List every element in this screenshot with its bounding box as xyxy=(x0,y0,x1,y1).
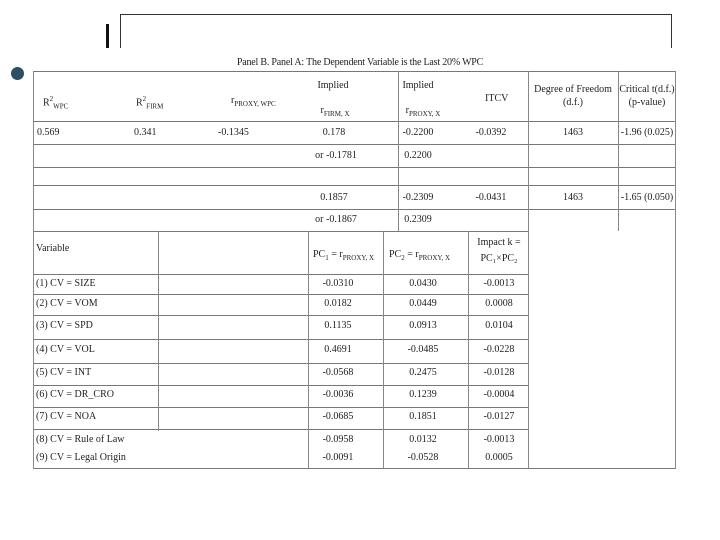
title-frame-right xyxy=(671,14,672,48)
variable-pc2: 0.1851 xyxy=(409,411,437,422)
header-implied-2-top: Implied xyxy=(402,80,434,91)
variable-pc1: 0.4691 xyxy=(324,344,352,355)
row4-critical: -1.65 (0.050) xyxy=(620,192,674,203)
row1-implied-1: 0.178 xyxy=(322,127,346,138)
variable-impact: -0.0228 xyxy=(483,344,515,355)
variable-name: (7) CV = NOA xyxy=(36,411,97,422)
row5-implied-1: or -0.1867 xyxy=(315,214,357,225)
variable-pc1: -0.0091 xyxy=(322,452,354,463)
table-caption: Panel B. Panel A: The Dependent Variable is the Last 20% WPC xyxy=(236,57,484,68)
variable-impact: -0.0127 xyxy=(483,411,515,422)
header-r-proxy: $r_{PROXY, WPC}$ xyxy=(231,95,276,108)
variable-pc1: -0.0036 xyxy=(322,389,354,400)
variable-pc1: 0.0182 xyxy=(324,298,352,309)
row1-r-proxy: -0.1345 xyxy=(218,127,249,138)
variable-pc2: 0.0913 xyxy=(409,320,437,331)
impact-header-variable: Variable xyxy=(36,243,70,254)
results-table xyxy=(33,71,676,469)
variable-impact: 0.0104 xyxy=(485,320,513,331)
row4-implied-2: -0.2309 xyxy=(402,192,434,203)
row1-implied-2: -0.2200 xyxy=(402,127,434,138)
row1-r2-firm: 0.341 xyxy=(134,127,157,138)
variable-name: (5) CV = INT xyxy=(36,367,92,378)
header-r2-firm: $R^2_{FIRM}$ xyxy=(136,95,164,111)
impact-header-pc2: $PC_2 = r_{PROXY, X}$ xyxy=(389,249,451,262)
impact-header-impact-top: Impact k = xyxy=(477,237,521,248)
header-critical-bottom: (p-value) xyxy=(628,97,666,108)
variable-impact: 0.0005 xyxy=(485,452,513,463)
variable-impact: -0.0128 xyxy=(483,367,515,378)
title-frame-left xyxy=(120,14,121,48)
variable-pc1: 0.1135 xyxy=(324,320,352,331)
row4-dof: 1463 xyxy=(563,192,583,203)
row1-dof: 1463 xyxy=(563,127,583,138)
row2-implied-1: or -0.1781 xyxy=(315,150,357,161)
variable-impact: -0.0013 xyxy=(483,434,515,445)
header-implied-2-bottom: $r_{PROXY, X}$ xyxy=(405,105,441,118)
variable-name: (3) CV = SPD xyxy=(36,320,93,331)
variable-pc2: -0.0528 xyxy=(407,452,439,463)
header-itcv: ITCV xyxy=(485,93,509,104)
header-implied-1-bottom: $r_{FIRM, X}$ xyxy=(320,105,350,118)
row5-implied-2: 0.2309 xyxy=(404,214,432,225)
header-r2-wpc: $R^2_{WPC}$ xyxy=(43,95,69,111)
variable-name: (1) CV = SIZE xyxy=(36,278,96,289)
variable-impact: -0.0013 xyxy=(483,278,515,289)
variable-pc1: -0.0685 xyxy=(322,411,354,422)
title-frame-top xyxy=(120,14,672,15)
variable-pc1: -0.0568 xyxy=(322,367,354,378)
header-dof-bottom: (d.f.) xyxy=(563,97,583,108)
variable-pc1: -0.0310 xyxy=(322,278,354,289)
row4-implied-1: 0.1857 xyxy=(320,192,348,203)
variable-name: (8) CV = Rule of Law xyxy=(36,434,125,445)
variable-impact: 0.0008 xyxy=(485,298,513,309)
row2-implied-2: 0.2200 xyxy=(404,150,432,161)
title-placeholder-bar xyxy=(106,24,109,48)
variable-pc2: 0.0449 xyxy=(409,298,437,309)
row1-itcv: -0.0392 xyxy=(475,127,507,138)
header-implied-1-top: Implied xyxy=(317,80,349,91)
variable-name: (6) CV = DR_CRO xyxy=(36,389,114,400)
impact-header-impact-bottom: PC₁×PC₂ xyxy=(480,253,518,264)
variable-impact: -0.0004 xyxy=(483,389,515,400)
variable-pc2: 0.0430 xyxy=(409,278,437,289)
variable-name: (4) CV = VOL xyxy=(36,344,95,355)
row1-critical: -1.96 (0.025) xyxy=(620,127,674,138)
variable-name: (9) CV = Legal Origin xyxy=(36,452,126,463)
impact-header-pc1: $PC_1 = r_{PROXY, X}$ xyxy=(313,249,375,262)
bullet-icon xyxy=(11,67,24,80)
row1-r2-wpc: 0.569 xyxy=(37,127,60,138)
variable-pc2: 0.2475 xyxy=(409,367,437,378)
header-dof-top: Degree of Freedom xyxy=(534,84,612,95)
row4-itcv: -0.0431 xyxy=(475,192,507,203)
variable-pc1: -0.0958 xyxy=(322,434,354,445)
header-critical-top: Critical t(d.f.) xyxy=(619,84,675,95)
variable-pc2: 0.1239 xyxy=(409,389,437,400)
variable-name: (2) CV = VOM xyxy=(36,298,98,309)
variable-pc2: -0.0485 xyxy=(407,344,439,355)
variable-pc2: 0.0132 xyxy=(409,434,437,445)
